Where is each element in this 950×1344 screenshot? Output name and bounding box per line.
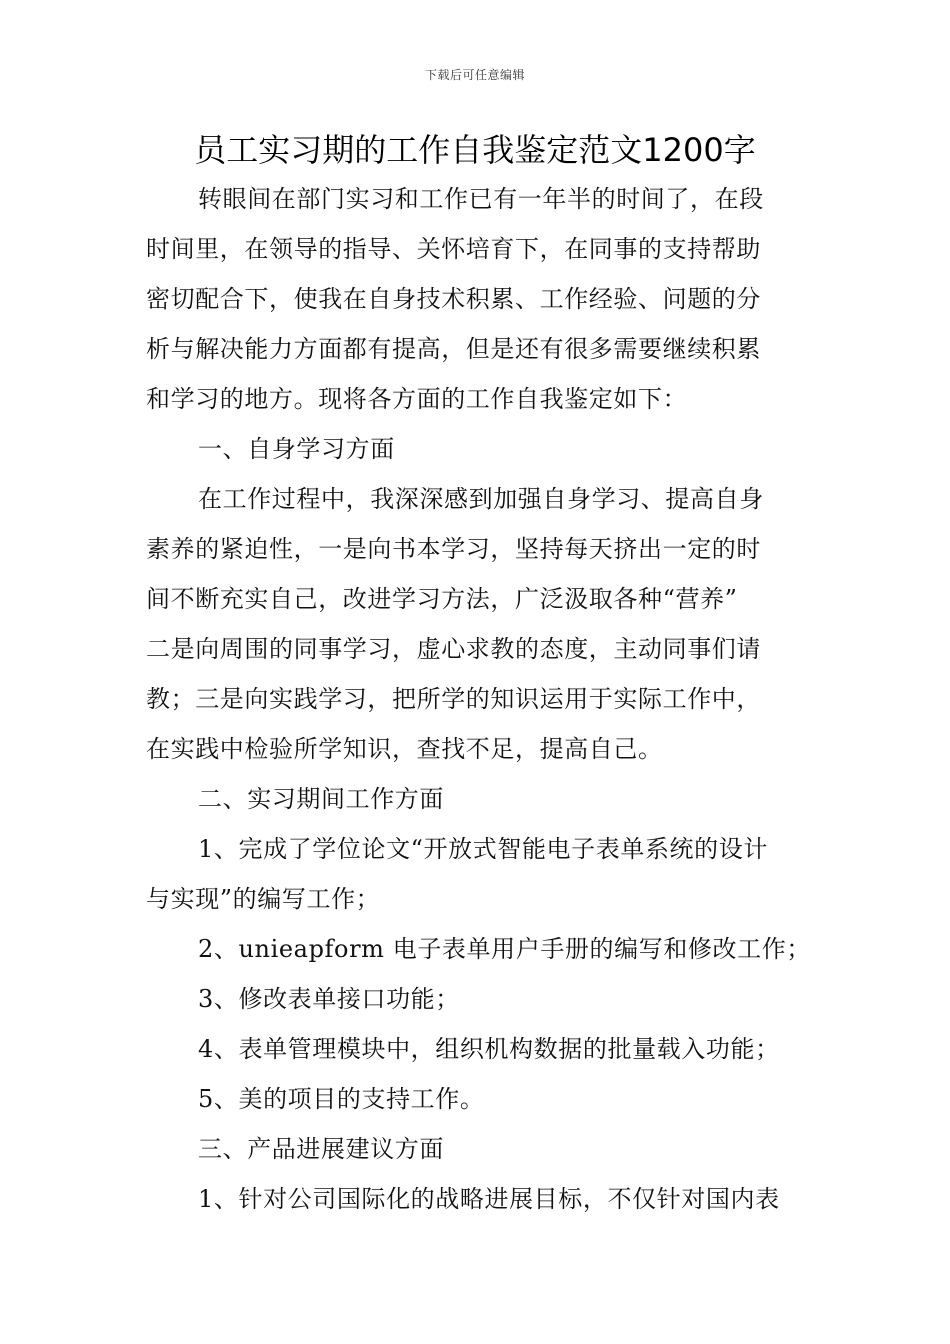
- list-item: 2、unieapform 电子表单用户手册的编写和修改工作；: [198, 935, 811, 963]
- text-line: 析与解决能力方面都有提高，但是还有很多需要继续积累: [146, 335, 761, 363]
- text-line: 素养的紧迫性，一是向书本学习，坚持每天挤出一定的时: [146, 535, 761, 563]
- section-heading: 二、实习期间工作方面: [198, 785, 444, 813]
- list-item: 1、完成了学位论文“开放式智能电子表单系统的设计: [198, 835, 768, 863]
- text-line: 密切配合下，使我在自身技术积累、工作经验、问题的分: [146, 285, 761, 313]
- list-item: 1、针对公司国际化的战略进展目标，不仅针对国内表: [198, 1185, 780, 1213]
- text-line: 在实践中检验所学知识，查找不足，提高自己。: [146, 735, 663, 763]
- text-line: 教；三是向实践学习，把所学的知识运用于实际工作中，: [146, 685, 761, 713]
- text-line: 在工作过程中，我深深感到加强自身学习、提高自身: [198, 485, 764, 513]
- section-heading: 三、产品进展建议方面: [198, 1135, 444, 1163]
- document-title: 员工实习期的工作自我鉴定范文1200字: [194, 131, 756, 169]
- document-body: [146, 174, 810, 1224]
- text-line: 间不断充实自己，改进学习方法，广泛汲取各种“营养”: [146, 585, 738, 613]
- text-line: 二是向周围的同事学习，虚心求教的态度，主动同事们请: [146, 635, 761, 663]
- section-heading: 一、自身学习方面: [198, 435, 395, 463]
- text-line: 和学习的地方。现将各方面的工作自我鉴定如下：: [146, 385, 688, 413]
- text-line: 与实现”的编写工作；: [146, 885, 381, 913]
- list-item: 3、修改表单接口功能；: [198, 985, 460, 1013]
- text-line: 转眼间在部门实习和工作已有一年半的时间了，在段: [198, 185, 764, 213]
- list-item: 4、表单管理模块中，组织机构数据的批量载入功能；: [198, 1035, 780, 1063]
- list-item: 5、美的项目的支持工作。: [198, 1085, 485, 1113]
- text-line: 时间里，在领导的指导、关怀培育下，在同事的支持帮助: [146, 235, 761, 263]
- header-note: 下载后可任意编辑: [424, 68, 525, 82]
